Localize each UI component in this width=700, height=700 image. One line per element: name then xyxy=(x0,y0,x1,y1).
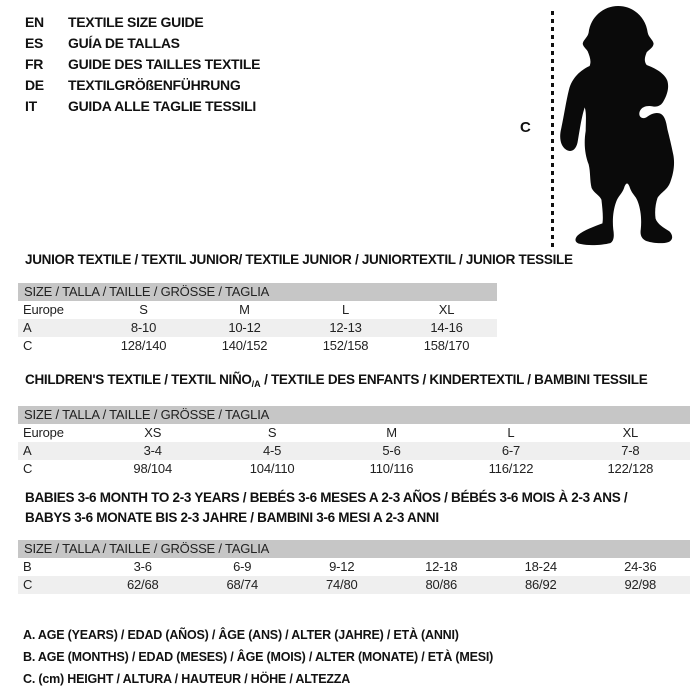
babies-table-title-line2: BABYS 3-6 MONATE BIS 2-3 JAHRE / BAMBINI 3-6 MESI A 2-3 ANNI xyxy=(25,510,439,525)
language-row xyxy=(25,96,260,117)
table-cell: 68/74 xyxy=(226,577,259,592)
row-label: B xyxy=(23,559,32,574)
table-cell: S xyxy=(267,425,277,440)
table-cell: 3-4 xyxy=(143,443,162,458)
table-cell: XS xyxy=(144,425,162,440)
table-cell: 80/86 xyxy=(425,577,458,592)
row-label: Europe xyxy=(23,425,64,440)
language-row xyxy=(25,12,260,33)
table-row xyxy=(18,337,497,355)
table-cell: 18-24 xyxy=(524,559,557,574)
table-cell: 14-16 xyxy=(430,320,463,335)
table-cell: 104/110 xyxy=(249,461,295,476)
table-row xyxy=(18,558,690,576)
toddler-silhouette-image xyxy=(558,6,698,247)
junior-table xyxy=(18,283,497,355)
table-cell: 92/98 xyxy=(624,577,657,592)
legend-line-a: A. AGE (YEARS) / EDAD (AÑOS) / ÂGE (ANS) / ALTER (JAHRE) / ETÀ (ANNI) xyxy=(23,628,459,642)
row-label: A xyxy=(23,443,32,458)
height-measure-label: C xyxy=(520,119,531,136)
babies-table-title-line1: BABIES 3-6 MONTH TO 2-3 YEARS / BEBÉS 3-6 MESES A 2-3 AÑOS / BÉBÉS 3-6 MOIS À 2-3 ANS / xyxy=(25,490,628,505)
table-cell: M xyxy=(386,425,397,440)
language-row xyxy=(25,33,260,54)
size-header-bar: SIZE / TALLA / TAILLE / GRÖSSE / TAGLIA xyxy=(18,406,690,424)
row-label: A xyxy=(23,320,32,335)
table-row xyxy=(18,424,690,442)
table-cell: 12-13 xyxy=(329,320,362,335)
table-row xyxy=(18,460,690,478)
children-table-title xyxy=(25,370,647,394)
language-code: FR xyxy=(25,56,44,72)
table-cell: XL xyxy=(622,425,639,440)
height-measure-dashed-line xyxy=(551,11,554,247)
table-cell: 122/128 xyxy=(607,461,654,476)
language-label: TEXTILGRÖßENFÜHRUNG xyxy=(68,77,241,93)
table-cell: 4-5 xyxy=(263,443,282,458)
table-cell: 10-12 xyxy=(228,320,261,335)
table-row xyxy=(18,301,497,319)
language-code: EN xyxy=(25,14,44,30)
babies-table xyxy=(18,540,690,594)
table-cell: S xyxy=(139,302,148,317)
table-cell: L xyxy=(341,302,350,317)
language-label: GUIDA ALLE TAGLIE TESSILI xyxy=(68,98,256,114)
table-cell: 110/116 xyxy=(369,461,414,476)
table-cell: 12-18 xyxy=(425,559,458,574)
table-row xyxy=(18,319,497,337)
legend-line-c: C. (cm) HEIGHT / ALTURA / HAUTEUR / HÖHE / ALTEZZA xyxy=(23,672,351,686)
title-text: CHILDREN'S TEXTILE / TEXTIL NIÑO xyxy=(25,372,252,387)
language-code: ES xyxy=(25,35,44,51)
table-row xyxy=(18,442,690,460)
row-label: C xyxy=(23,577,33,592)
table-cell: XL xyxy=(438,302,455,317)
language-code: IT xyxy=(25,98,37,114)
table-cell: 98/104 xyxy=(133,461,172,476)
language-label: GUÍA DE TALLAS xyxy=(68,35,180,51)
table-cell: 62/68 xyxy=(126,577,159,592)
table-cell: 74/80 xyxy=(325,577,358,592)
table-row xyxy=(18,576,690,594)
language-code: DE xyxy=(25,77,44,93)
title-subscript: /A xyxy=(251,379,261,389)
row-label: C xyxy=(23,461,33,476)
size-header-bar: SIZE / TALLA / TAILLE / GRÖSSE / TAGLIA xyxy=(18,540,690,558)
size-header-bar: SIZE / TALLA / TAILLE / GRÖSSE / TAGLIA xyxy=(18,283,497,301)
junior-table-title: JUNIOR TEXTILE / TEXTIL JUNIOR/ TEXTILE JUNIOR / JUNIORTEXTIL / JUNIOR TESSILE xyxy=(25,252,573,267)
table-cell: 9-12 xyxy=(329,559,355,574)
table-cell: 6-9 xyxy=(233,559,252,574)
legend-line-b: B. AGE (MONTHS) / EDAD (MESES) / ÂGE (MOIS) / ALTER (MONATE) / ETÀ (MESI) xyxy=(23,650,494,664)
row-label: Europe xyxy=(23,302,64,317)
table-cell: 152/158 xyxy=(322,338,369,353)
language-label: TEXTILE SIZE GUIDE xyxy=(68,14,204,30)
language-list xyxy=(25,12,260,117)
children-table xyxy=(18,406,690,478)
language-row xyxy=(25,54,260,75)
table-cell: 5-6 xyxy=(382,443,401,458)
language-row xyxy=(25,75,260,96)
table-cell: 6-7 xyxy=(501,443,521,458)
table-cell: M xyxy=(239,302,250,317)
table-cell: 116/122 xyxy=(488,461,534,476)
table-cell: 3-6 xyxy=(133,559,152,574)
table-cell: 7-8 xyxy=(621,443,640,458)
table-cell: 24-36 xyxy=(624,559,657,574)
table-cell: 158/170 xyxy=(423,338,470,353)
title-text: / TEXTILE DES ENFANTS / KINDERTEXTIL / BAMBINI TESSILE xyxy=(260,372,648,387)
table-cell: 8-10 xyxy=(130,320,157,335)
table-cell: 86/92 xyxy=(524,577,557,592)
row-label: C xyxy=(23,338,33,353)
table-cell: 140/152 xyxy=(221,338,268,353)
language-label: GUIDE DES TAILLES TEXTILE xyxy=(68,56,261,72)
table-cell: 128/140 xyxy=(120,338,167,353)
measurement-legend xyxy=(23,624,493,690)
table-cell: L xyxy=(507,425,515,440)
